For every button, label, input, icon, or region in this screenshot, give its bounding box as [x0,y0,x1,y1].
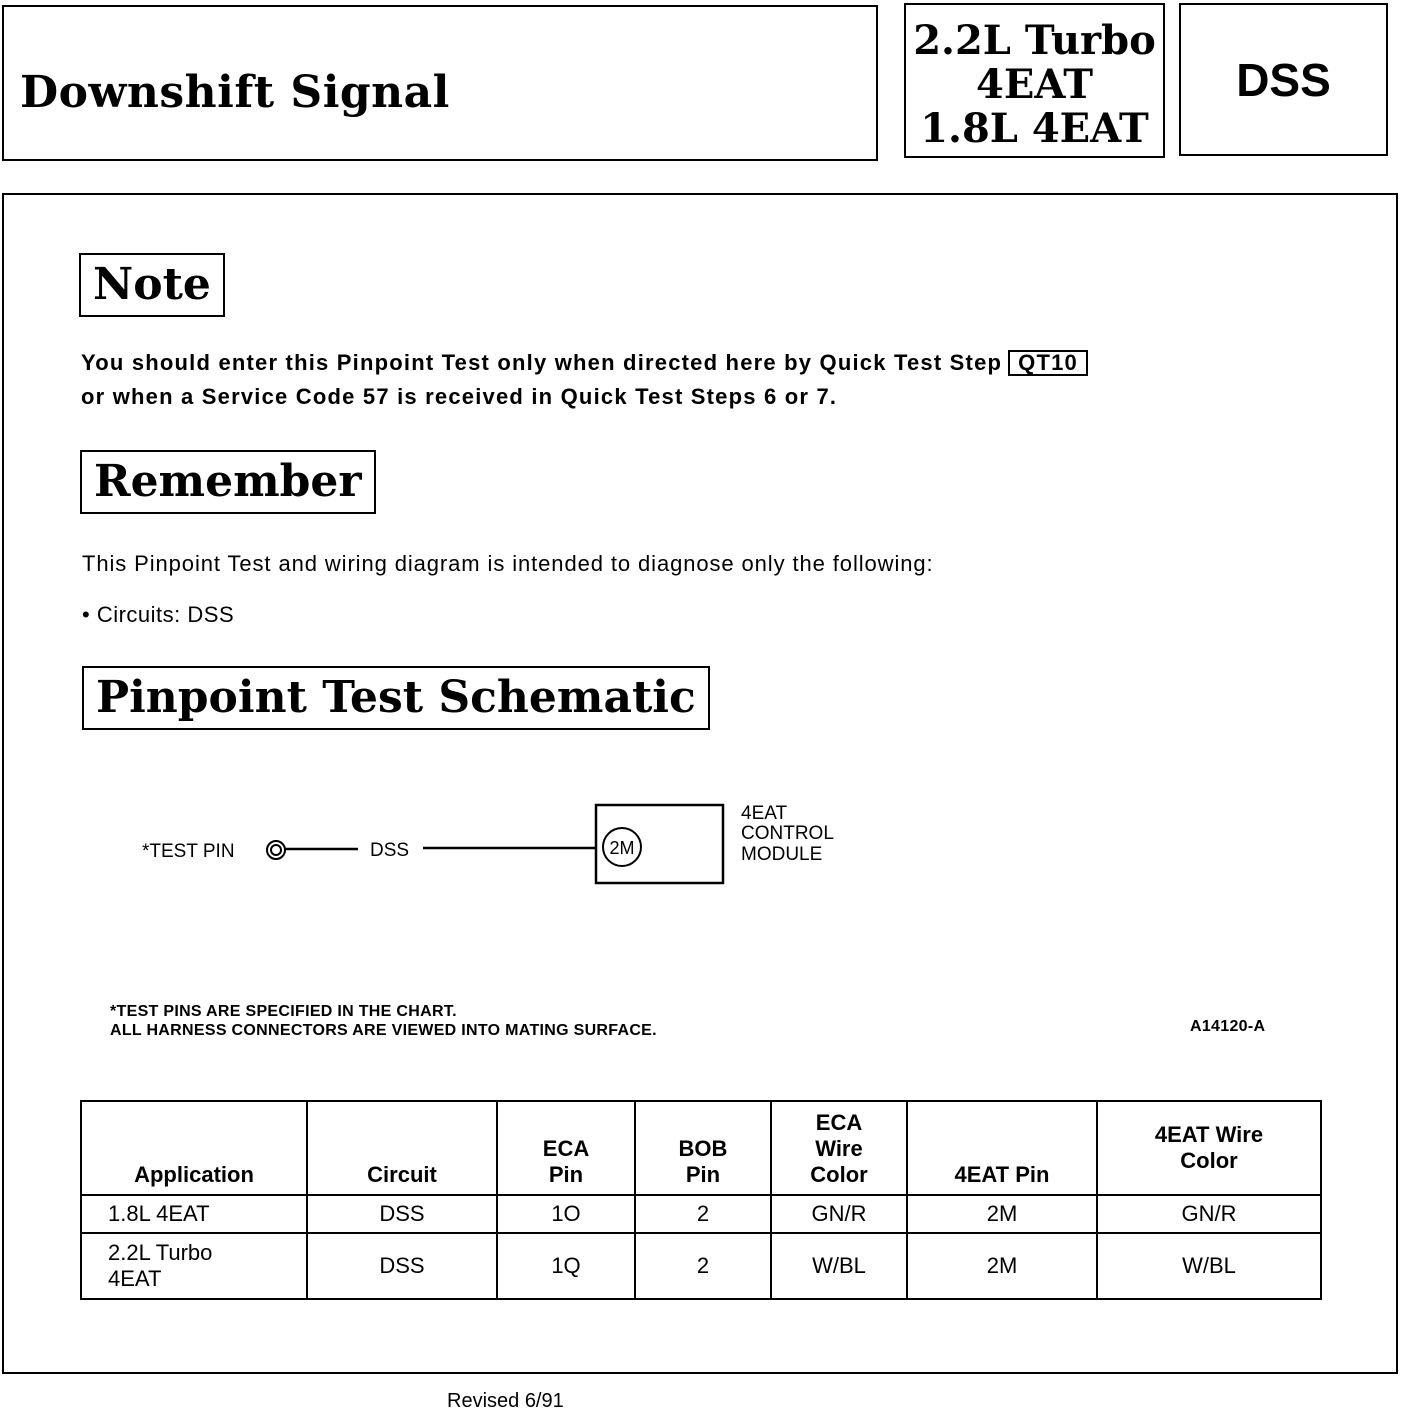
remember-bullet: • Circuits: DSS [82,602,235,627]
page-title: Downshift Signal [20,67,450,118]
cell-4eat-pin: 2M [907,1195,1097,1233]
cell-4eat-pin: 2M [907,1233,1097,1299]
remember-bullet-text: Circuits: DSS [96,602,235,627]
remember-text: This Pinpoint Test and wiring diagram is intended to diagnose only the following: [82,551,934,576]
cell-4eat-wire-color: GN/R [1097,1195,1321,1233]
col-bob-pin: BOB Pin [635,1101,771,1195]
note-text-line-1 [81,350,1088,376]
cell-application: 2.2L Turbo 4EAT [81,1233,307,1299]
note-text-1: You should enter this Pinpoint Test only when directed here by Quick Test Step [81,350,1003,375]
circuit-code: DSS [1236,54,1331,106]
schematic-heading: Pinpoint Test Schematic [82,666,710,730]
engine-line-1: 2.2L Turbo [913,17,1156,64]
col-eca-pin: ECA Pin [497,1101,635,1195]
revision-date: Revised 6/91 [447,1390,564,1412]
cell-eca-pin: 1Q [497,1233,635,1299]
wire-label: DSS [370,840,410,861]
module-label-1: 4EAT [741,803,788,824]
cell-application: 1.8L 4EAT [81,1195,307,1233]
schematic-footnote-2: ALL HARNESS CONNECTORS ARE VIEWED INTO MATING SURFACE. [110,1022,657,1039]
cell-eca-wire-color: GN/R [771,1195,907,1233]
module-label-3: MODULE [741,844,823,865]
table-header-row [81,1101,1321,1195]
test-pin-inner [271,845,281,855]
test-pin-label: *TEST PIN [142,841,235,862]
note-text-line-2: or when a Service Code 57 is received in Quick Test Steps 6 or 7. [81,384,838,409]
col-4eat-wire-color: 4EAT Wire Color [1097,1101,1321,1195]
module-label-2: CONTROL [741,823,834,844]
figure-id: A14120-A [1190,1018,1266,1035]
cell-circuit: DSS [307,1233,497,1299]
col-eca-wire-color: ECA Wire Color [771,1101,907,1195]
engine-line-2: 4EAT [976,61,1093,108]
cell-bob-pin: 2 [635,1195,771,1233]
schematic-footnote-1: *TEST PINS ARE SPECIFIED IN THE CHART. [110,1003,457,1020]
cell-4eat-wire-color: W/BL [1097,1233,1321,1299]
col-4eat-pin: 4EAT Pin [907,1101,1097,1195]
quick-test-step-ref: QT10 [1008,350,1088,376]
title-box [2,5,878,161]
cell-bob-pin: 2 [635,1233,771,1299]
engine-line-3: 1.8L 4EAT [920,105,1149,152]
code-box [1179,3,1388,156]
pinpoint-schematic [100,790,900,900]
cell-eca-pin: 1O [497,1195,635,1233]
cell-circuit: DSS [307,1195,497,1233]
test-pin-outer [267,841,285,859]
table-row [81,1195,1321,1233]
pin-chart-table [80,1100,1322,1300]
note-heading: Note [79,253,225,317]
engine-applicability-box [904,3,1165,158]
pin-2m-label: 2M [609,838,635,858]
table-row [81,1233,1321,1299]
cell-eca-wire-color: W/BL [771,1233,907,1299]
remember-heading: Remember [80,450,376,514]
col-circuit: Circuit [307,1101,497,1195]
col-application: Application [81,1101,307,1195]
